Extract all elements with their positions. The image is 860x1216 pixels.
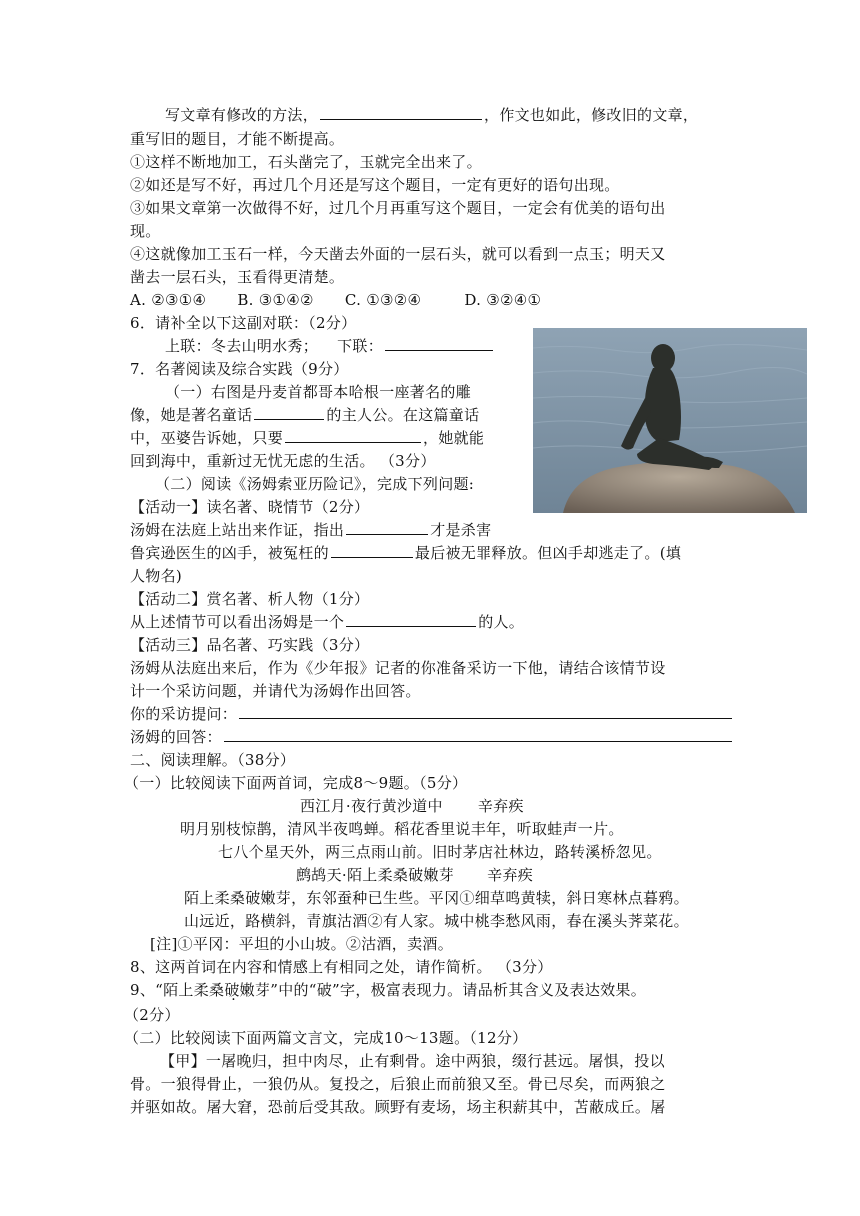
activity-text: 才是杀害 [430, 521, 492, 539]
q5-sentence-4-cont: 凿去一层石头，玉看得更清楚。 [130, 268, 345, 286]
passage-jia-line3: 并驱如故。屠大窘，恐前后受其敌。顾野有麦场，场主积薪其中，苫蔽成丘。屠 [130, 1098, 666, 1116]
wronged-name-blank[interactable] [331, 543, 413, 558]
character-trait-blank[interactable] [346, 612, 476, 627]
poem1-title: 西江月·夜行黄沙道中 [300, 797, 443, 815]
option-c[interactable]: C. ①③②④ [344, 291, 422, 309]
q7-title: 7．名著阅读及综合实践（9分） [130, 360, 349, 378]
q6-couplet [165, 335, 495, 357]
activity-2-line [130, 611, 524, 633]
emphasized-char: 破 [224, 981, 240, 999]
interview-question-blank[interactable] [239, 704, 732, 719]
q5-sentence-3: ③如果文章第一次做得不好，过几个月再重写这个题目，一定会有优美的语句出 [130, 199, 666, 217]
interview-question-row [130, 703, 734, 725]
option-d[interactable]: D. ③②④① [464, 291, 542, 309]
q7-text: 中，巫婆告诉她，只要 [130, 429, 284, 447]
section2-title: （二）比较阅读下面两篇文言文，完成10～13题。（12分） [124, 1029, 528, 1047]
poem1-line1: 明月别枝惊鹊，清风半夜鸣蝉。稻花香里说丰年，听取蛙声一片。 [180, 820, 624, 838]
activity-text: 最后被无罪释放。但凶手却逃走了。(填 [414, 544, 682, 562]
question-9 [130, 979, 646, 1001]
q7-text: 的主人公。在这篇童话 [326, 406, 480, 424]
statue-image [533, 328, 807, 513]
q6-upper: 上联：冬去山明水秀； [165, 337, 319, 355]
q6-title: 6．请补全以下这副对联：（2分） [130, 314, 357, 332]
q5-intro-text-2: ，作文也如此，修改旧的文章， [484, 106, 699, 124]
q5-intro-line [165, 104, 698, 126]
q7-part1-line4: 回到海中，重新过无忧无虑的生活。 （3分） [130, 452, 436, 470]
q7-condition-blank[interactable] [285, 428, 421, 443]
q5-intro-text: 写文章有修改的方法， [165, 106, 319, 124]
activity-text: 鲁宾逊医生的凶手，被冤枉的 [130, 544, 329, 562]
q7-part1-line2 [130, 404, 479, 426]
q7-part1-line3 [130, 427, 484, 449]
activity-1-line2 [130, 542, 681, 564]
q7-part2-title: （二）阅读《汤姆索亚历险记》，完成下列问题: [155, 475, 475, 493]
poem2-line1: 陌上柔桑破嫩芽，东邻蚕种已生些。平冈①细草鸣黄犊，斜日寒林点暮鸦。 [184, 889, 689, 907]
poem2-heading [296, 864, 533, 886]
killer-name-blank[interactable] [346, 520, 428, 535]
poem2-title: 鹧鸪天·陌上柔桑破嫩芽 [296, 866, 455, 884]
activity-3-title: 【活动三】品名著、巧实践（3分） [130, 636, 370, 654]
interview-answer-label: 汤姆的回答： [130, 728, 222, 746]
q5-sentence-3-cont: 现。 [130, 222, 161, 240]
q7-text: ，她就能 [423, 429, 485, 447]
q5-sentence-2: ②如还是写不好，再过几个月还是写这个题目，一定有更好的语句出现。 [130, 176, 620, 194]
poem2-line2: 山远近，路横斜，青旗沽酒②有人家。城中桃李愁风雨，春在溪头荠菜花。 [184, 912, 689, 930]
q5-answer-blank[interactable] [320, 105, 482, 120]
activity-text: 的人。 [478, 613, 525, 631]
poem1-author: 辛弃疾 [477, 797, 524, 815]
poem2-author: 辛弃疾 [487, 866, 534, 884]
q9-text-2: 嫩芽”中的“破”字，极富表现力。请品析其含义及表达效果。 [239, 981, 647, 999]
activity-1-line3: 人物名) [130, 567, 183, 585]
activity-text: 汤姆在法庭上站出来作证，指出 [130, 521, 345, 539]
passage-jia-line1: 【甲】一屠晚归，担中肉尽，止有剩骨。途中两狼，缀行甚远。屠惧，投以 [160, 1052, 665, 1070]
interview-answer-row [130, 726, 734, 748]
little-mermaid-photo [533, 328, 807, 513]
question-9-score: （2分） [124, 1006, 180, 1024]
q5-intro-line-2: 重写旧的题目，才能不断提高。 [130, 130, 345, 148]
poem1-heading [300, 795, 524, 817]
section1-title: （一）比较阅读下面两首词，完成8～9题。（5分） [124, 774, 468, 792]
q6-lower-label: 下联： [337, 337, 383, 355]
q7-fairytale-blank[interactable] [254, 405, 324, 420]
activity-3-line2: 计一个采访问题，并请代为汤姆作出回答。 [130, 682, 421, 700]
activity-1-title: 【活动一】读名著、晓情节（2分） [130, 498, 370, 516]
q5-sentence-1: ①这样不断地加工，石头凿完了，玉就完全出来了。 [130, 153, 482, 171]
interview-question-label: 你的采访提问： [130, 705, 238, 723]
option-b[interactable]: B. ③①④② [237, 291, 314, 309]
q5-sentence-4: ④这就像加工玉石一样，今天凿去外面的一层石头，就可以看到一点玉；明天又 [130, 245, 666, 263]
part2-title: 二、阅读理解。（38分） [130, 751, 296, 769]
q7-text: 像，她是著名童话 [130, 406, 253, 424]
q7-part1-line1: （一）右图是丹麦首都哥本哈根一座著名的雕 [165, 383, 472, 401]
interview-answer-blank[interactable] [224, 727, 732, 742]
activity-3-line1: 汤姆从法庭出来后，作为《少年报》记者的你准备采访一下他，请结合该情节设 [130, 659, 666, 677]
question-8: 8、这两首词在内容和情感上有相同之处，请作简析。 （3分） [130, 958, 553, 976]
poem-note: [注]①平冈：平坦的小山坡。②沽酒，卖酒。 [150, 935, 454, 953]
q6-lower-blank[interactable] [385, 336, 493, 351]
poem1-line2: 七八个星天外，两三点雨山前。旧时茅店社林边，路转溪桥忽见。 [218, 843, 662, 861]
activity-text: 从上述情节可以看出汤姆是一个 [130, 613, 345, 631]
q9-text: 9、“陌上柔桑 [130, 981, 225, 999]
activity-2-title: 【活动二】赏名著、析人物（1分） [130, 590, 370, 608]
passage-jia-line2: 骨。一狼得骨止，一狼仍从。复投之，后狼止而前狼又至。骨已尽矣，而两狼之 [130, 1075, 666, 1093]
option-a[interactable]: A. ②③①④ [130, 291, 207, 309]
q5-options [130, 289, 541, 311]
activity-1-line1 [130, 519, 491, 541]
